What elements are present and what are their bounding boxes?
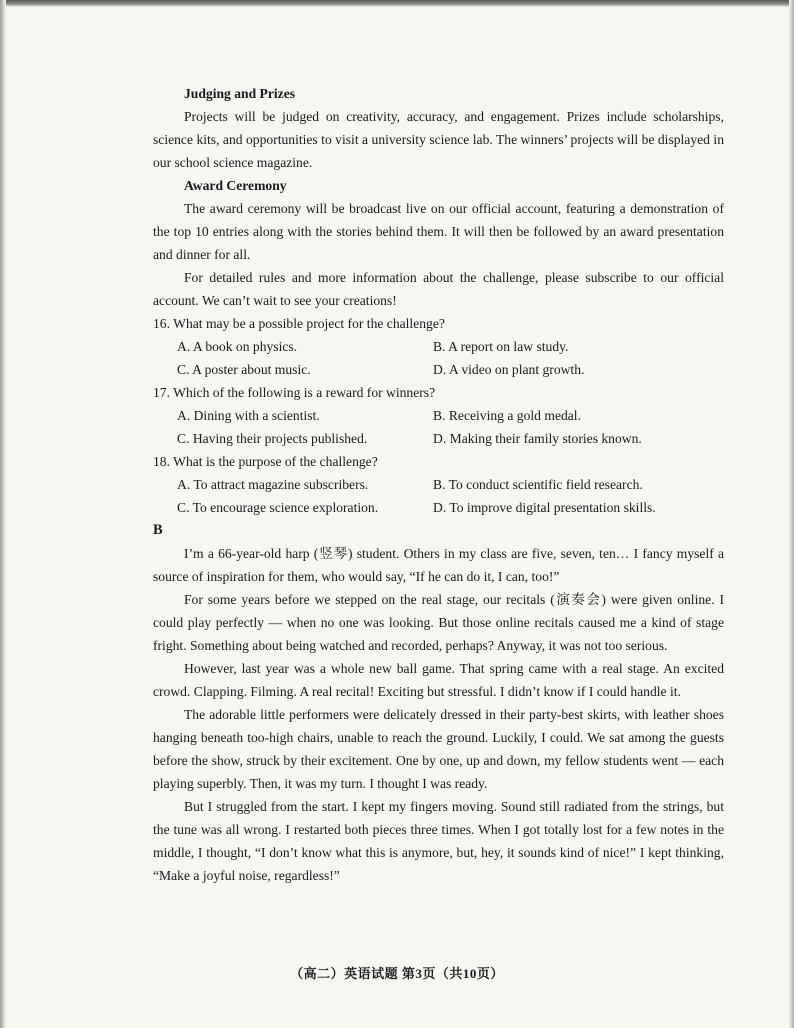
passage-paragraph: But I struggled from the start. I kept my fingers moving. Sound still radiated from the strings, but the tune was all wrong. I restarted both pieces three times. When I got totally lost for a few notes in the middle, I thought, “I don’t know what this is anymore, but, hey, it sounds kind of nice!” I kept thinking, “Make a joyful noise, regardless!”	[153, 799, 724, 883]
option-b[interactable]: B. Receiving a gold medal.	[433, 408, 581, 423]
page-footer: （高二）英语试题 第3页（共10页）	[290, 966, 504, 981]
option-c[interactable]: C. A poster about music.	[177, 362, 311, 377]
ceremony-heading: Award Ceremony	[184, 178, 287, 193]
option-d[interactable]: D. To improve digital presentation skills.	[433, 500, 656, 515]
judging-paragraph: Projects will be judged on creativity, accuracy, and engagement. Prizes include scholarships, science kits, and opportunities to visit a university science lab. The winners’ projects will be displayed in our school science magazine.	[153, 109, 724, 170]
question-stem: 18. What is the purpose of the challenge?	[153, 454, 378, 469]
option-c[interactable]: C. Having their projects published.	[177, 431, 368, 446]
question-stem: 17. Which of the following is a reward for winners?	[153, 385, 436, 400]
judging-heading: Judging and Prizes	[184, 86, 296, 101]
scan-top-edge	[0, 0, 794, 7]
ceremony-paragraph-2: For detailed rules and more information about the challenge, please subscribe to our official account. We can’t wait to see your creations!	[153, 270, 724, 308]
option-d[interactable]: D. Making their family stories known.	[433, 431, 642, 446]
question-options	[153, 404, 724, 450]
option-a[interactable]: A. Dining with a scientist.	[177, 408, 320, 423]
question-16	[153, 312, 724, 381]
option-d[interactable]: D. A video on plant growth.	[433, 362, 585, 377]
option-c[interactable]: C. To encourage science exploration.	[177, 500, 379, 515]
passage-paragraph: The adorable little performers were delicately dressed in their party-best skirts, with leather shoes hanging beneath too-high chairs, unable to reach the ground. Luckily, I could. We sat among the guests before the show, struck by their excitement. One by one, up and down, my fellow students went — each playing superbly. Then, it was my turn. I thought I was ready.	[153, 707, 724, 791]
question-18	[153, 450, 724, 519]
option-b[interactable]: B. A report on law study.	[433, 339, 569, 354]
option-a[interactable]: A. A book on physics.	[177, 339, 298, 354]
question-options	[153, 473, 724, 519]
passage-paragraph: However, last year was a whole new ball game. That spring came with a real stage. An excited crowd. Clapping. Filming. A real recital! Exciting but stressful. I didn’t know if I could handle it.	[153, 661, 724, 699]
page-content	[153, 82, 724, 887]
question-options	[153, 335, 724, 381]
scan-right-edge	[789, 0, 794, 1028]
ceremony-paragraph-1: The award ceremony will be broadcast live on our official account, featuring a demonstration of the top 10 entries along with the stories behind them. It will then be followed by an award presentation and dinner for all.	[153, 201, 724, 262]
section-b-title: B	[153, 522, 163, 538]
question-stem: 16. What may be a possible project for the challenge?	[153, 316, 445, 331]
question-17	[153, 381, 724, 450]
option-a[interactable]: A. To attract magazine subscribers.	[177, 477, 369, 492]
passage-paragraph: For some years before we stepped on the real stage, our recitals (演奏会) were given online. I could play perfectly — when no one was looking. But those online recitals caused me a kind of stage fright. Something about being watched and recorded, perhaps? Anyway, it was not too serious.	[153, 592, 724, 653]
passage-paragraph: I’m a 66-year-old harp (竖琴) student. Others in my class are five, seven, ten… I fancy myself a source of inspiration for them, who would say, “If he can do it, I can, too!”	[153, 546, 724, 584]
option-b[interactable]: B. To conduct scientific field research.	[433, 477, 643, 492]
scan-left-edge	[0, 0, 6, 1028]
